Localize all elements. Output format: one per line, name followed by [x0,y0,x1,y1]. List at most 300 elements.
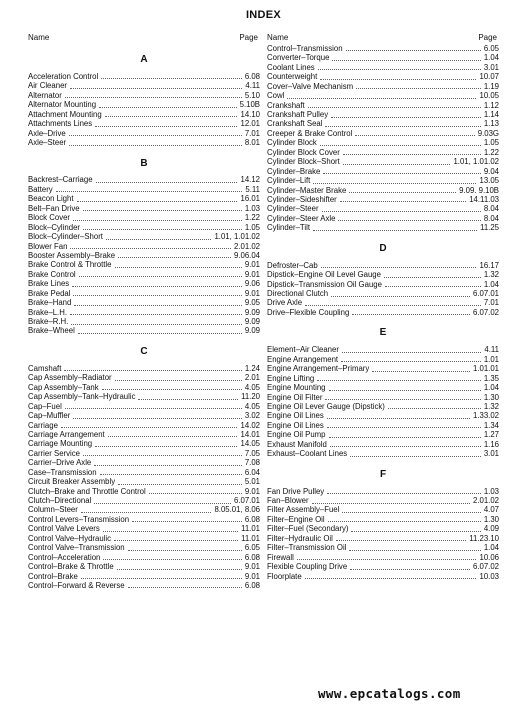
column-header-name: Name [267,33,289,42]
entry-name: Cap Assembly–Tank–Hydraulic [28,392,136,402]
index-entry [28,581,260,590]
index-entry [267,138,499,147]
entry-page: 9.06 [244,279,260,289]
entry-name: Control–Brake [28,571,78,581]
entry-name: Filter–Hydraulic Oil [267,533,333,543]
entry-name: Control–Brake & Throttle [28,562,114,572]
entry-name: Flexible Coupling Drive [267,562,348,572]
index-entry [28,185,260,194]
index-entry [267,82,499,91]
entry-name: Cap–Fuel [28,401,62,411]
entry-page: 9.01 [244,571,260,581]
entry-page: 10.05 [479,91,499,101]
entry-name: Cap Assembly–Radiator [28,373,112,383]
column-header-name: Name [28,33,50,42]
entry-name: Cover–Valve Mechanism [267,81,354,91]
entry-page: 7.08 [244,458,260,468]
dot-leader [355,134,474,136]
entry-page: 9.01 [244,562,260,572]
index-entry [267,204,499,213]
dot-leader [343,163,451,165]
dot-leader [320,144,481,146]
dot-leader [149,492,242,494]
dot-leader [305,577,477,579]
entry-page: 4.07 [483,505,499,515]
entry-page: 6.04 [244,467,260,477]
dot-leader [115,266,242,268]
entry-page: 1.30 [483,514,499,524]
entry-name: Filter–Transmission Oil [267,543,347,553]
entry-name: Carriage Arrangement [28,429,105,439]
index-entry [267,148,499,157]
entry-name: Carriage [28,420,58,430]
entry-page: 1.34 [483,420,499,430]
dot-leader [73,417,241,419]
dot-leader [100,473,242,475]
dot-leader [349,549,480,551]
entry-page: 6.08 [244,552,260,562]
entry-name: Cylinder–Brake [267,166,321,176]
dot-leader [308,106,481,108]
index-entry [28,477,260,486]
entry-page: 3.02 [244,411,260,421]
index-entry [28,487,260,496]
entry-name: Clutch–Directional [28,496,92,506]
index-entry [267,345,499,354]
index-entry [267,487,499,496]
section-letter: C [140,345,148,357]
entry-name: Brake–Hand [28,298,72,308]
entry-name: Cylinder Block [267,138,317,148]
dot-leader [128,549,242,551]
index-entry [267,393,499,402]
index-entry [267,289,499,298]
index-entry [28,524,260,533]
index-entry [28,515,260,524]
entry-name: Cap Assembly–Tank [28,382,99,392]
entry-page: 8.01 [244,138,260,148]
entry-name: Engine Mounting [267,383,326,393]
index-entry [267,524,499,533]
entry-page: 16.01 [240,194,260,204]
entry-page: 1.05 [483,138,499,148]
entry-name: Filter Assembly–Fuel [267,505,340,515]
entry-name: Filter–Fuel (Secondary) [267,524,349,534]
index-entry [28,402,260,411]
dot-leader [78,332,242,334]
watermark: www.epcatalogs.com [318,686,461,701]
entry-name: Booster Assembly–Brake [28,250,116,260]
entry-name: Dipstick–Transmission Oil Gauge [267,279,382,289]
dot-leader [329,389,481,391]
index-entry [267,355,499,364]
index-entry [267,167,499,176]
index-entry [28,129,260,138]
entry-name: Brake Lines [28,279,70,289]
entry-page: 2.01 [244,373,260,383]
entry-page: 6.07.01 [233,496,260,506]
entry-page: 9.05 [244,298,260,308]
dot-leader [56,190,243,192]
dot-leader [83,209,242,211]
entry-page: 4.05 [244,401,260,411]
entry-page: 8.04 [483,213,499,223]
dot-leader [325,398,480,400]
index-entry [28,251,260,260]
index-entry [267,572,499,581]
entry-page: 8.04 [483,204,499,214]
dot-leader [61,426,238,428]
index-entry [28,72,260,81]
index-entry [267,223,499,232]
dot-leader [313,229,477,231]
index-entry [28,506,260,515]
dot-leader [118,483,242,485]
dot-leader [108,435,238,437]
dot-leader [83,454,242,456]
index-entry [267,63,499,72]
entry-page: 6.05 [244,543,260,553]
entry-page: 1.03 [244,203,260,213]
entry-name: Exhaust–Coolant Lines [267,449,348,459]
entry-page: 1.27 [483,430,499,440]
entry-page: 7.01 [244,128,260,138]
entry-page: 12.01 [240,119,260,129]
index-entry [28,242,260,251]
index-entry [28,289,260,298]
index-entry [28,81,260,90]
dot-leader [94,502,231,504]
entry-page: 4.11 [245,81,260,91]
entry-name: Brake Control [28,269,76,279]
entry-page: 6.08 [244,580,260,590]
entry-page: 14.01 [240,429,260,439]
entry-page: 14.11.03 [469,194,499,204]
entry-page: 8.05.01, 8.06 [214,505,260,515]
index-entry [267,91,499,100]
entry-name: Engine Arrangement–Primary [267,364,370,374]
column-header [28,32,260,44]
dot-leader [338,219,480,221]
entry-name: Alternator Mounting [28,100,97,110]
index-entry [267,186,499,195]
entry-page: 11.23.10 [469,533,499,543]
entry-page: 9.04 [483,166,499,176]
entry-page: 5.10B [239,100,260,110]
dot-leader [70,313,242,315]
index-entry [28,430,260,439]
index-entry [267,496,499,505]
entry-page: 5.01 [244,477,260,487]
entry-page: 1.04 [483,53,499,63]
entry-page: 6.08 [244,71,260,81]
entry-page: 9.01 [244,288,260,298]
entry-name: Floorplate [267,571,302,581]
entry-page: 1.32 [483,270,499,280]
entry-name: Cowl [267,91,285,101]
index-entry [267,44,499,53]
entry-name: Axle–Steer [28,138,67,148]
entry-page: 1.19 [483,81,499,91]
entry-name: Engine Oil Pump [267,430,326,440]
index-entry [267,364,499,373]
dot-leader [117,568,242,570]
entry-name: Circuit Breaker Assembly [28,477,116,487]
entry-page: 14.10 [240,109,260,119]
entry-name: Belt–Fan Drive [28,203,80,213]
entry-page: 6.05 [483,43,499,53]
section-letter: F [379,468,387,480]
index-entry [28,223,260,232]
entry-page: 11.01 [241,533,260,543]
entry-page: 13.05 [479,176,499,186]
entry-name: Crankshaft Seal [267,119,323,129]
entry-name: Engine Oil Lines [267,411,324,421]
entry-page: 1.22 [244,213,260,223]
entry-name: Directional Clutch [267,289,329,299]
index-entry [267,440,499,449]
dot-leader [106,238,211,240]
dot-leader [128,586,242,588]
section-letter: E [379,327,387,339]
dot-leader [330,445,481,447]
index-entry [267,110,499,119]
entry-page: 1.04 [483,543,499,553]
index-column-right [267,32,499,581]
entry-name: Cylinder–Steer [267,204,319,214]
dot-leader [356,87,481,89]
entry-page: 3.01 [483,62,499,72]
index-entry [267,421,499,430]
entry-name: Defroster–Cab [267,260,318,270]
dot-leader [69,134,242,136]
index-entry [267,120,499,129]
entry-name: Creeper & Brake Control [267,128,353,138]
index-entry [28,439,260,448]
entry-name: Control Valve–Hydraulic [28,533,112,543]
entry-page: 1.32 [483,401,499,411]
dot-leader [69,144,242,146]
index-entry [267,72,499,81]
dot-leader [350,455,481,457]
entry-page: 2.01.02 [233,241,260,251]
index-entry [28,392,260,401]
entry-page: 9.01 [244,486,260,496]
dot-leader [64,369,241,371]
index-entry [28,543,260,552]
index-entry [267,383,499,392]
entry-name: Acceleration Control [28,71,99,81]
entry-page: 1.22 [483,147,499,157]
index-entry [267,430,499,439]
index-entry [28,468,260,477]
dot-leader [132,520,242,522]
entry-name: Clutch–Brake and Throttle Control [28,486,146,496]
entry-page: 1.04 [483,383,499,393]
index-entry [28,411,260,420]
dot-leader [349,191,456,193]
entry-page: 1.01, 1.01.02 [453,157,499,167]
dot-leader [103,530,238,532]
index-entry [28,204,260,213]
index-entry [28,383,260,392]
dot-leader [336,539,466,541]
entry-name: Coolant Lines [267,62,315,72]
entry-page: 10.03 [479,571,499,581]
index-entry [28,364,260,373]
entry-name: Brake–Wheel [28,326,75,336]
entry-name: Axle–Drive [28,128,66,138]
index-entry [28,194,260,203]
index-entry [267,534,499,543]
entry-name: Attachment Mounting [28,109,102,119]
entry-name: Case–Transmission [28,467,97,477]
index-entry [267,101,499,110]
dot-leader [350,568,470,570]
entry-page: 11.20 [241,392,260,402]
entry-page: 9.01 [244,269,260,279]
entry-name: Attachments Lines [28,119,93,129]
dot-leader [79,275,242,277]
entry-page: 1.05 [244,222,260,232]
dot-leader [95,445,237,447]
entry-name: Battery [28,184,53,194]
index-entry [28,110,260,119]
entry-name: Firewall [267,552,294,562]
dot-leader [385,285,481,287]
entry-name: Drive–Flexible Coupling [267,307,350,317]
dot-leader [317,379,481,381]
dot-leader [81,577,242,579]
entry-page: 1.01 [483,354,499,364]
entry-name: Engine Arrangement [267,354,339,364]
index-entry [28,91,260,100]
dot-leader [102,388,242,390]
index-entry [28,100,260,109]
entry-name: Brake Pedal [28,288,71,298]
index-entry [267,299,499,308]
entry-name: Block–Cylinder [28,222,81,232]
dot-leader [322,210,481,212]
entry-name: Control–Acceleration [28,552,101,562]
index-entry [267,129,499,138]
dot-leader [327,417,470,419]
index-entry [267,195,499,204]
index-entry [28,496,260,505]
dot-leader [101,77,242,79]
entry-name: Element–Air Cleaner [267,345,339,355]
dot-leader [138,398,238,400]
section-letter: D [379,242,387,254]
index-entry [28,373,260,382]
index-entry [28,534,260,543]
entry-name: Control Valve–Transmission [28,543,125,553]
dot-leader [331,116,481,118]
entry-name: Engine Oil Lever Gauge (Dipstick) [267,401,385,411]
dot-leader [325,125,480,127]
entry-name: Control–Forward & Reverse [28,580,125,590]
index-entry [28,308,260,317]
dot-leader [95,125,237,127]
entry-page: 1.01, 1.01.02 [214,232,260,242]
dot-leader [328,520,481,522]
index-entry [267,562,499,571]
dot-leader [351,530,480,532]
dot-leader [70,87,242,89]
dot-leader [331,295,470,297]
index-entry [28,232,260,241]
index-entry [267,53,499,62]
entry-page: 1.13 [483,119,499,129]
index-entry [267,176,499,185]
entry-name: Engine Oil Lines [267,420,324,430]
entry-name: Control–Transmission [267,43,343,53]
dot-leader [318,68,481,70]
entry-page: 14.02 [240,420,260,430]
entry-name: Beacon Light [28,194,74,204]
entry-page: 1.14 [483,110,499,120]
entry-page: 6.07.01 [472,289,499,299]
dot-leader [341,360,481,362]
dot-leader [346,49,481,51]
dot-leader [96,181,238,183]
section-letter: A [140,54,148,65]
entry-page: 3.01 [483,449,499,459]
index-entry [28,138,260,147]
index-entry [28,572,260,581]
dot-leader [343,153,481,155]
entry-name: Cylinder Block–Short [267,157,340,167]
entry-page: 1.12 [483,100,499,110]
index-entry [28,317,260,326]
entry-name: Cylinder–Master Brake [267,185,347,195]
entry-name: Filter–Engine Oil [267,514,325,524]
dot-leader [65,96,242,98]
entry-page: 1.16 [483,439,499,449]
entry-name: Carrier–Drive Axle [28,458,92,468]
index-entry [267,374,499,383]
dot-leader [384,276,481,278]
entry-page: 9.09 [244,317,260,327]
index-entry [267,261,499,270]
index-entry [267,543,499,552]
entry-page: 6.08 [244,514,260,524]
dot-leader [70,247,231,249]
dot-leader [329,436,481,438]
index-entry [28,270,260,279]
index-entry [267,280,499,289]
dot-leader [77,200,238,202]
entry-name: Engine Oil Filter [267,392,323,402]
entry-page: 6.07.02 [472,307,499,317]
index-entry [267,402,499,411]
column-header-page: Page [239,33,258,42]
dot-leader [342,351,481,353]
dot-leader [327,426,481,428]
dot-leader [320,78,476,80]
dot-leader [118,256,231,258]
index-entry [28,119,260,128]
dot-leader [312,502,470,504]
entry-name: Brake Control & Throttle [28,260,112,270]
entry-name: Brake–L.H. [28,307,68,317]
entry-name: Dipstick–Engine Oil Level Gauge [267,270,381,280]
dot-leader [71,323,242,325]
entry-page: 9.09 [244,326,260,336]
dot-leader [388,407,481,409]
entry-name: Cylinder–Lift [267,176,311,186]
dot-leader [99,106,237,108]
